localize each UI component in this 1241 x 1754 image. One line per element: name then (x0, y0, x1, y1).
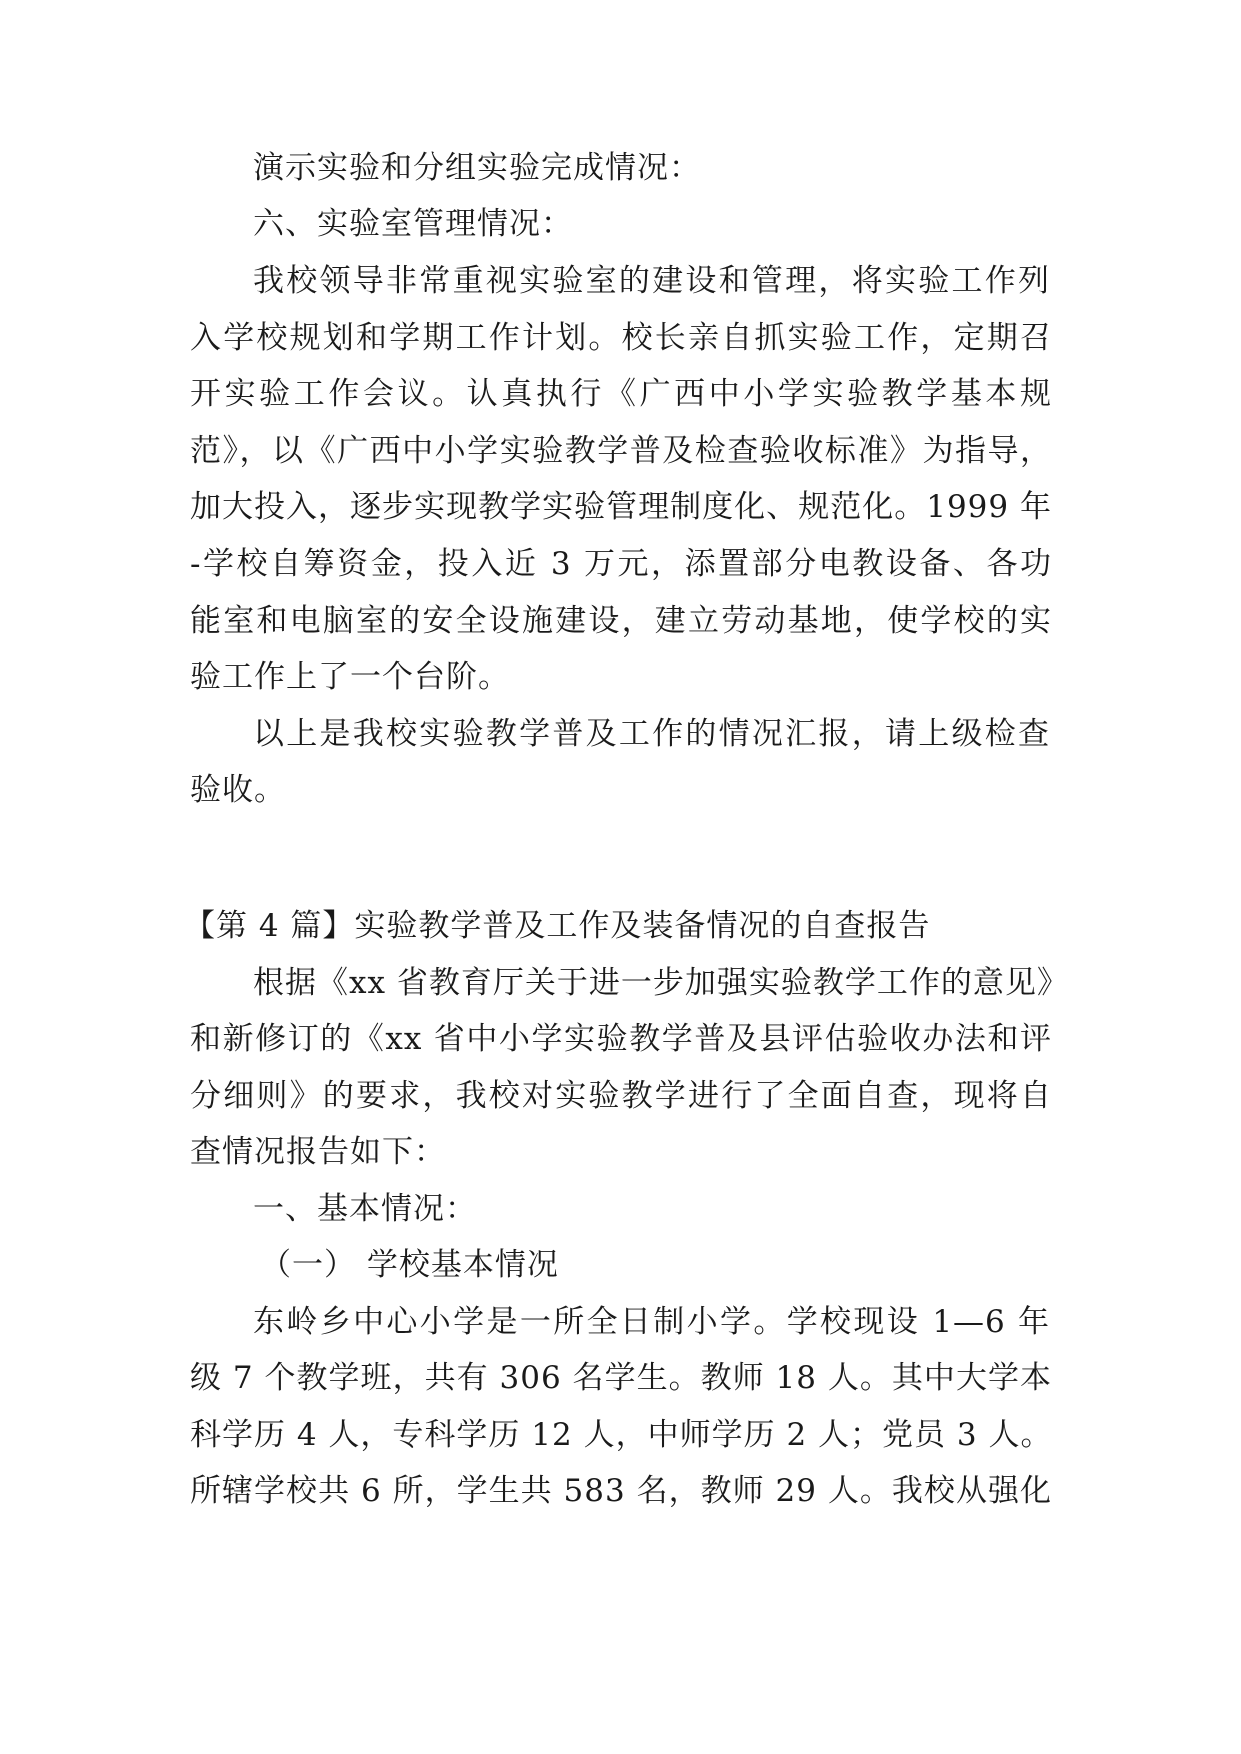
subsection-heading: （一） 学校基本情况 (260, 1247, 559, 1283)
paragraph-line: 加大投入，逐步实现教学实验管理制度化、规范化。1999 年 (190, 489, 1052, 525)
paragraph-line: 和新修订的《xx 省中小学实验教学普及县评估验收办法和评 (190, 1021, 1052, 1057)
paragraph-line: 开实验工作会议。认真执行《广西中小学实验教学基本规 (190, 376, 1052, 412)
paragraph-line: 级 7 个教学班，共有 306 名学生。教师 18 人。其中大学本 (190, 1360, 1052, 1396)
section-heading: 六、实验室管理情况： (253, 206, 573, 242)
paragraph-line: 范》，以《广西中小学实验教学普及检查验收标准》为指导， (190, 433, 1052, 469)
paragraph-line: 所辖学校共 6 所，学生共 583 名，教师 29 人。我校从强化 (190, 1473, 1052, 1509)
paragraph-line: 科学历 4 人，专科学历 12 人，中师学历 2 人；党员 3 人。 (190, 1417, 1053, 1453)
paragraph-line: 验工作上了一个台阶。 (190, 659, 510, 695)
paragraph-line: 我校领导非常重视实验室的建设和管理，将实验工作列 (253, 263, 1050, 299)
paragraph-line: 根据《xx 省教育厅关于进一步加强实验教学工作的意见》 (253, 965, 1069, 1001)
paragraph-line: 分细则》的要求，我校对实验教学进行了全面自查，现将自 (190, 1078, 1052, 1114)
paragraph-line: 入学校规划和学期工作计划。校长亲自抓实验工作，定期召 (190, 320, 1052, 356)
paragraph-line: 以上是我校实验教学普及工作的情况汇报，请上级检查 (253, 716, 1050, 752)
paragraph-line: 演示实验和分组实验完成情况： (253, 150, 701, 186)
paragraph-line: 能室和电脑室的安全设施建设，建立劳动基地，使学校的实 (190, 603, 1052, 639)
paragraph-line: 验收。 (190, 772, 286, 808)
paragraph-line: -学校自筹资金，投入近 3 万元，添置部分电教设备、各功 (190, 546, 1052, 582)
section-heading: 一、基本情况： (253, 1191, 477, 1227)
paragraph-line: 查情况报告如下： (190, 1134, 446, 1170)
article-title: 【第 4 篇】实验教学普及工作及装备情况的自查报告 (184, 908, 931, 944)
paragraph-line: 东岭乡中心小学是一所全日制小学。学校现设 1—6 年 (253, 1304, 1050, 1340)
